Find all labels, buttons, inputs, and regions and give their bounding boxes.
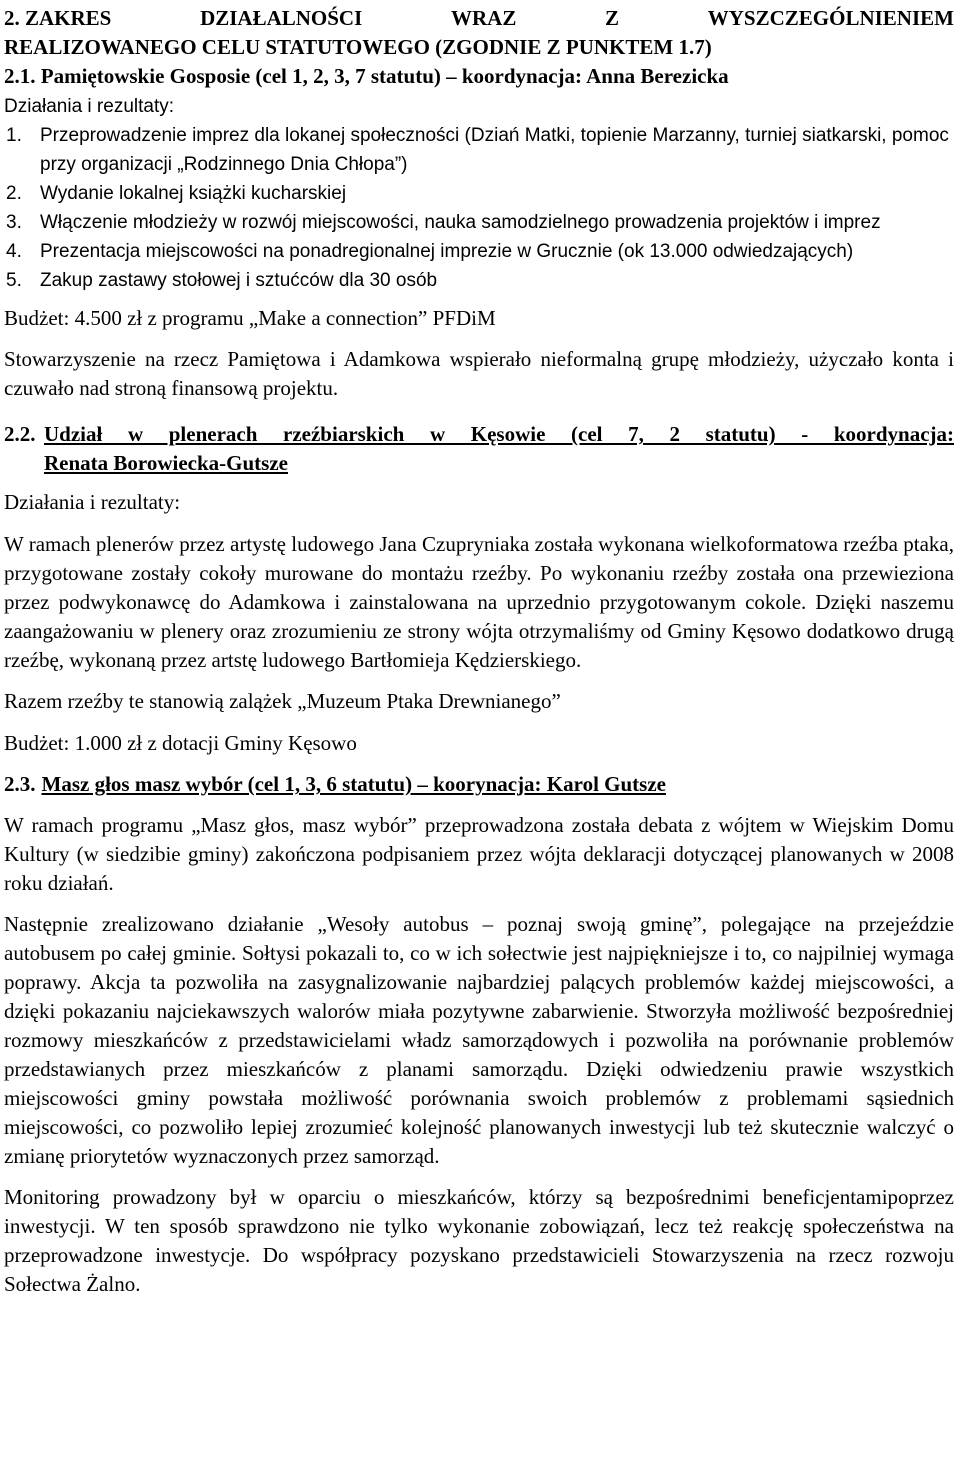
actions-label: Działania i rezultaty: xyxy=(4,490,181,514)
list-item-number: 1. xyxy=(6,125,22,146)
actions-label: Działania i rezultaty: xyxy=(4,96,175,117)
body-paragraph: W ramach plenerów przez artystę ludowego Jana Czupryniaka została wykonana wielkoformatowa rzeźba ptaka, przygotowane zostały cokoły murowane do montażu rzeźby. Po wykonaniu rzeźby została ona przewieziona przez podwykonawcę do Adamkowa i zainstalowana na uprzednio przygotowanym cokole. Dzięki naszemu zaangażowaniu w plenery oraz zrozumieniu ze strony wójta otrzymaliśmy od Gminy Kęsowo dodatkowo drugą rzeźbę, wykonaną przez artstę ludowego Bartłomieja Kędzierskiego. xyxy=(4,532,954,672)
list-item-text: Wydanie lokalnej książki kucharskiej xyxy=(40,183,347,204)
list-item xyxy=(4,237,954,266)
section-title xyxy=(4,62,954,91)
list-item xyxy=(4,121,954,179)
list-item-text: Prezentacja miejscowości na ponadregionalnej imprezie w Grucznie (ok 13.000 odwiedzających) xyxy=(40,241,854,262)
list-item-text: Zakup zastawy stołowej i sztućców dla 30 osób xyxy=(40,270,438,291)
list-item-text: Włączenie młodzieży w rozwój miejscowości, nauka samodzielnego prowadzenia projektów i imprez xyxy=(40,212,881,233)
section-number: 2.2. xyxy=(4,422,36,446)
actions-list xyxy=(4,121,954,295)
budget-line: Budżet: 4.500 zł z programu „Make a connection” PFDiM xyxy=(4,306,496,330)
body-paragraph: W ramach programu „Masz głos, masz wybór” przeprowadzona została debata z wójtem w Wiejskim Domu Kultury (w siedzibie gminy) zakończona podpisaniem przez wójta deklaracji dotyczącej planowanych w 2008 roku działań. xyxy=(4,813,954,895)
heading-word: WRAZ xyxy=(450,6,517,30)
heading-word: WYSZCZEGÓLNIENIEM xyxy=(707,6,954,30)
together-line: Razem rzeźby te stanowią zalążek „Muzeum Ptaka Drewnianego” xyxy=(4,689,561,713)
list-item-number: 2. xyxy=(6,183,22,204)
heading-word: Z xyxy=(605,6,620,30)
section-title xyxy=(4,420,954,478)
body-paragraph: Monitoring prowadzony był w oparciu o mieszkańców, którzy są bezpośrednimi beneficjentamipoprzez inwestycji. W ten sposób sprawdzono nie tylko wykonanie zobowiązań, lecz też reakcję społeczeństwa na przeprowadzone inwestycje. Do współpracy pozyskano przedstawicieli Stowarzyszenia na rzecz rozwoju Sołectwa Żalno. xyxy=(4,1185,954,1296)
main-heading-line1 xyxy=(4,4,954,33)
section-2-2 xyxy=(4,420,954,758)
section-title-text-2: Renata Borowiecka-Gutsze xyxy=(44,451,288,475)
list-item-number: 4. xyxy=(6,241,22,262)
section-2-3 xyxy=(4,770,954,1299)
heading-word: DZIAŁALNOŚCI xyxy=(200,6,363,30)
list-item xyxy=(4,266,954,295)
list-item xyxy=(4,208,954,237)
heading-word: 2. ZAKRES xyxy=(4,6,112,30)
section-title-text: Masz głos masz wybór (cel 1, 3, 6 statutu) – koorynacja: Karol Gutsze xyxy=(41,772,666,796)
list-item xyxy=(4,179,954,208)
main-heading-line2: REALIZOWANEGO CELU STATUTOWEGO (ZGODNIE Z PUNKTEM 1.7) xyxy=(4,35,712,59)
main-heading xyxy=(4,4,954,62)
list-item-number: 5. xyxy=(6,270,22,291)
body-paragraph: Następnie zrealizowano działanie „Wesoły autobus – poznaj swoją gminę”, polegające na przejeździe autobusem po całej gminie. Sołtysi pokazali to, co w ich sołectwie jest najpiękniejsze i to, co najpilniej wymaga poprawy. Akcja ta pozwoliła na zasygnalizowanie najbardziej palących problemów każdej miejscowości, a dzięki pokazaniu najciekawszych walorów miała pozytywne zabarwienie. Stworzyła możliwość bezpośredniej rozmowy mieszkańców z przedstawicielami władz samorządowych i pozwoliła na porównanie problemów przedstawianych przez mieszkańców z planami samorządu. Dzięki odwiedzeniu prawie wszystkich miejscowości gminy powstała możliwość porównania swoich problemów z problemami sąsiednich miejscowości, co pozwoliło lepiej zrozumieć kolejność planowanych inwestycji lub też skutecznie walczyć o zmianę priorytetów wyznaczonych przez samorząd. xyxy=(4,912,954,1168)
section-number: 2.1. xyxy=(4,64,36,88)
budget-line: Budżet: 1.000 zł z dotacji Gminy Kęsowo xyxy=(4,731,357,755)
section-title xyxy=(4,770,954,799)
document-page xyxy=(4,4,954,1299)
list-item-number: 3. xyxy=(6,212,22,233)
section-title-text: Udział w plenerach rzeźbiarskich w Kęsowie (cel 7, 2 statutu) - koordynacja: xyxy=(44,422,954,446)
note-paragraph: Stowarzyszenie na rzecz Pamiętowa i Adamkowa wspierało nieformalną grupę młodzieży, użyczało konta i czuwało nad stroną finansową projektu. xyxy=(4,347,954,400)
section-title-text: Pamiętowskie Gosposie (cel 1, 2, 3, 7 statutu) – koordynacja: Anna Berezicka xyxy=(40,64,729,88)
list-item-text: Przeprowadzenie imprez dla lokanej społeczności (Dziań Matki, topienie Marzanny, turniej siatkarski, pomoc przy organizacji „Rodzinnego Dnia Chłopa”) xyxy=(40,125,949,175)
section-2-1 xyxy=(4,62,954,403)
section-number: 2.3. xyxy=(4,772,36,796)
